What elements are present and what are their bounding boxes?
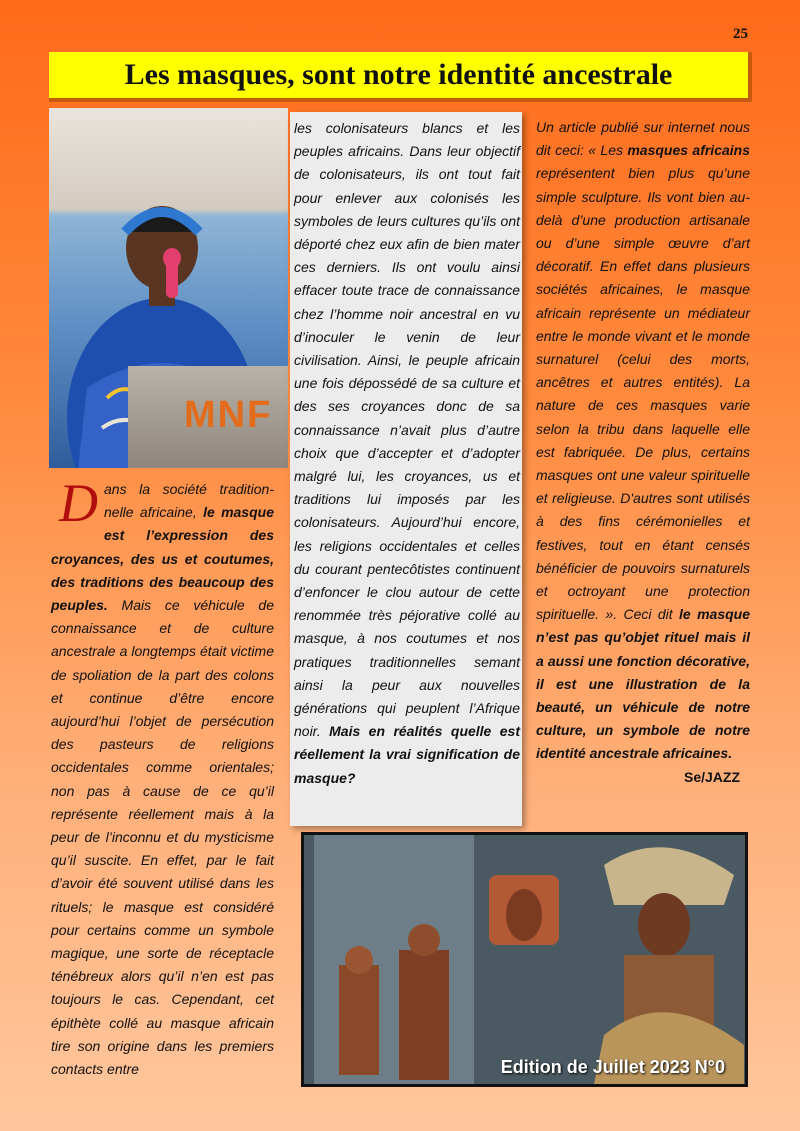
middle-paragraph: les colonisateurs blancs et les peuples africains. Dans leur objectif de colonisateurs, ils ont tout fait pour enlever aux colonisés les symboles de leurs cultures qu’ils ont déporté chez eux afin de bien mater ces derniers. Ils ont voulu ainsi effacer toute trace de connaissance chez l’homme noir ancestral en vu d’inoculer le venin de leur civilisation. Ainsi, le peuple africain une fois dépossédé de sa culture et des ses croyances donc de sa connaissance n’avait plus d’autre choix que d’accepter et d’adopter malgré lui, les croyances, us et traditions lui imposés par les colonisateurs. Aujourd’hui encore, les religions occidentales et celles du courant pentecôtistes continuent d’enfoncer le clou autour de cette renommée très péjorative collé au masque, à nos coutumes et nos pratiques traditionnelles semant ainsi la peur aux nouvelles générations qui peuplent l’Afrique noir.: [294, 120, 520, 740]
article-column-middle: [290, 112, 522, 826]
podium-logo-text: MNF: [184, 394, 273, 436]
museum-photo: [301, 832, 748, 1087]
page-number: 25: [733, 26, 748, 42]
left-paragraph-bold: le masque est l’expression des croyances, des us et coutumes, des traditions des beaucoup des peuples.: [51, 504, 274, 614]
right-bold-1: masques africains: [627, 142, 750, 159]
middle-question: Mais en réalités quelle est réellement la vrai signification de masque?: [294, 723, 520, 786]
podium: [128, 366, 288, 468]
article-column-right: [536, 116, 750, 789]
mask-statues-illustration: [304, 835, 745, 1084]
page-title: Les masques, sont notre identité ancestrale: [124, 58, 673, 91]
article-column-left: [51, 473, 274, 1081]
left-paragraph-body: Mais ce véhicule de connaissance et de culture ancestrale a longtemps était victime de spoliation de la part des colons et continue d’être encore aujourd’hui l’objet de persécution des pasteurs de religions occidentales comme orientales; non pas à cause de ce qu’il représente réellement mais à la peur de l’inconnu et du mysticisme qu’il suscite. En effet, par le fait d’avoir été souvent utilisé dans les rituels; le masque est considéré pour certains comme un symbole magique, une sorte de réceptacle ténébreux alors qu’il n’en est pas toujours le cas. Cependant, cet épithète collé au masque africain tire son origine dans les premiers contacts entre: [51, 597, 274, 1078]
author-signature: Se/JAZZ: [683, 768, 740, 785]
speaker-photo: [49, 108, 288, 468]
right-text-1: Un article publié sur internet nous dit ceci: « Les: [536, 119, 750, 159]
right-text-2: représentent bien plus qu’une simple sculpture. Ils vont bien au-delà d’une production artisanale ou d’une simple œuvre d’art décoratif. En effet dans plusieurs sociétés africaines, le masque africain représente un médiateur entre le monde vivant et le monde surnaturel (celui des morts, ancêtres et autres entités). La nature de ces masques varie selon la tribu dans laquelle elle est fabriquée. De plus, certains masques ont une valeur spirituelle et religieuse. D'autres sont utilisés à des fins cérémonielles et festives, tout en étant censés bénéficier de pouvoirs surnaturels et octroyant une protection spirituelle. ». Ceci dit: [536, 165, 750, 623]
edition-caption: Edition de Juillet 2023 N°0: [500, 1057, 725, 1077]
right-bold-2: le masque n’est pas qu’objet rituel mais il a aussi une fonction décorative, il est une illustration de la beauté, un véhicule de notre culture, un symbole de notre identité ancestrale africaines.: [536, 606, 750, 762]
left-paragraph-intro: ans la société tradition-nelle africaine,: [104, 481, 274, 521]
drop-cap: D: [59, 473, 98, 533]
title-banner: [49, 52, 752, 102]
